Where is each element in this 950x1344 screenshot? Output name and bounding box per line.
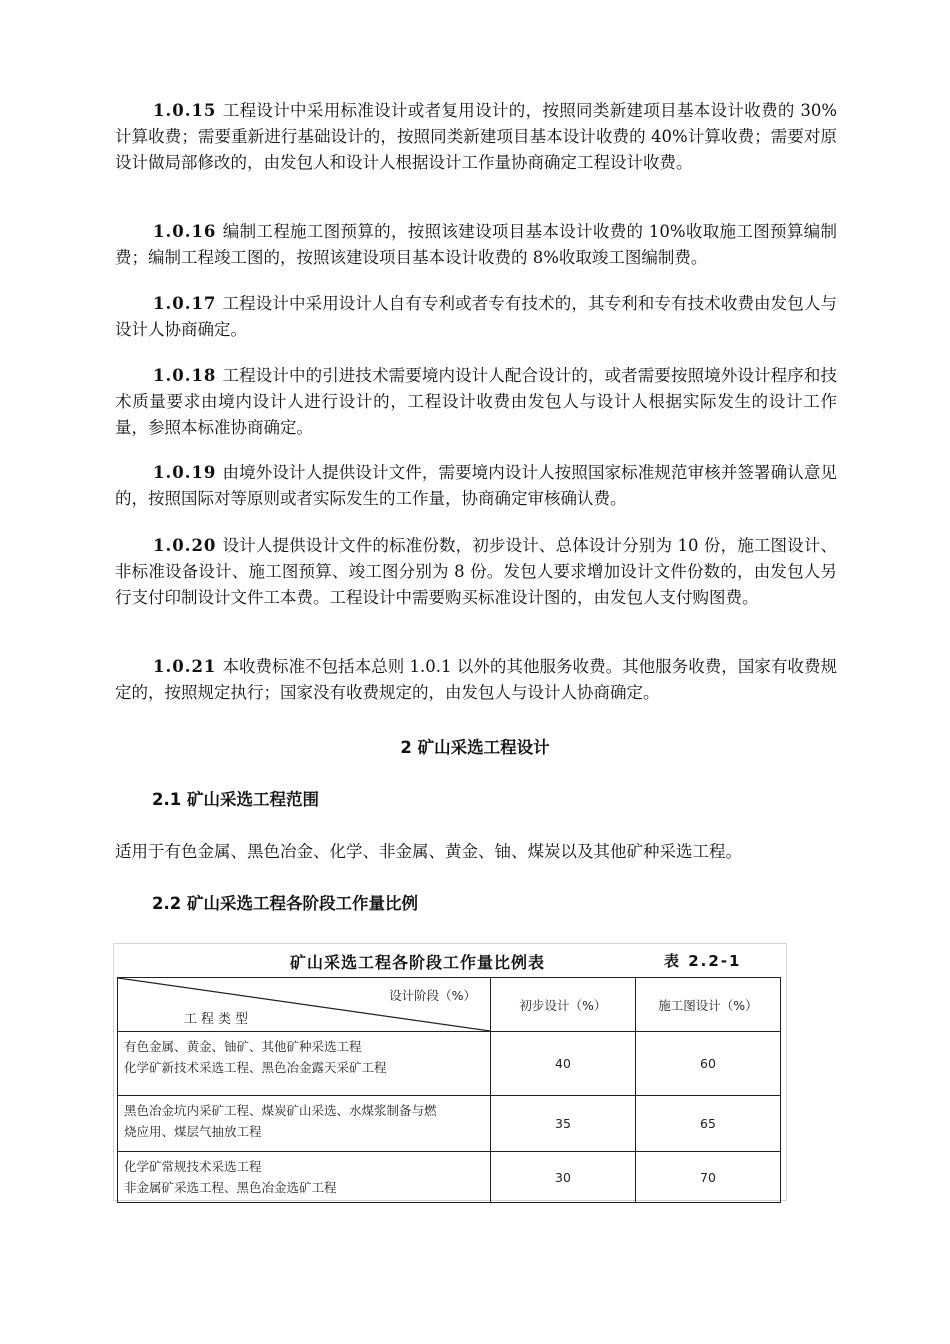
header-design-stage: 设计阶段（%） bbox=[389, 988, 476, 1003]
clause-number: 1.0.15 bbox=[153, 101, 217, 120]
project-type-line: 非金属矿采选工程、黑色冶金选矿工程 bbox=[124, 1180, 337, 1195]
project-type-line: 化学矿常规技术采选工程 bbox=[124, 1159, 262, 1174]
construction-value: 60 bbox=[636, 1032, 781, 1096]
preliminary-value: 35 bbox=[491, 1096, 636, 1152]
paragraph-1-0-17 bbox=[115, 291, 837, 343]
paragraph-1-0-15 bbox=[115, 98, 837, 176]
chapter-title: 2 矿山采选工程设计 bbox=[400, 738, 550, 757]
paragraph-1-0-19 bbox=[115, 460, 837, 512]
paragraph-1-0-16 bbox=[115, 219, 837, 271]
table-number: 表 2.2-1 bbox=[664, 952, 742, 970]
section-2-1-title: 2.1 矿山采选工程范围 bbox=[152, 790, 319, 809]
clause-number: 1.0.20 bbox=[153, 536, 217, 555]
project-type-line: 化学矿新技术采选工程、黑色冶金露天采矿工程 bbox=[124, 1060, 387, 1075]
table-title: 矿山采选工程各阶段工作量比例表 bbox=[290, 953, 546, 972]
project-type-cell bbox=[118, 1032, 491, 1096]
project-type-cell bbox=[118, 1096, 491, 1152]
clause-number: 1.0.18 bbox=[153, 366, 217, 385]
header-project-type: 工程类型 bbox=[184, 1012, 253, 1027]
preliminary-value: 40 bbox=[491, 1032, 636, 1096]
construction-value: 70 bbox=[636, 1152, 781, 1203]
section-2-1-body: 适用于有色金属、黑色冶金、化学、非金属、黄金、铀、煤炭以及其他矿种采选工程。 bbox=[115, 842, 742, 861]
clause-text: 设计人提供设计文件的标准份数，初步设计、总体设计分别为 10 份，施工图设计、非标准设备设计、施工图预算、竣工图分别为 8 份。发包人要求增加设计文件份数的，由发包人另行支付印制设计文件工本费。工程设计中需要购买标准设计图的，由发包人支付购图费。 bbox=[115, 536, 837, 607]
table-row bbox=[118, 1032, 781, 1096]
preliminary-value: 30 bbox=[491, 1152, 636, 1203]
table-row bbox=[118, 1096, 781, 1152]
clause-number: 1.0.16 bbox=[153, 222, 217, 241]
project-type-line: 有色金属、黄金、铀矿、其他矿种采选工程 bbox=[124, 1039, 362, 1054]
clause-text: 编制工程施工图预算的，按照该建设项目基本设计收费的 10%收取施工图预算编制费；编制工程竣工图的，按照该建设项目基本设计收费的 8%收取竣工图编制费。 bbox=[115, 222, 837, 267]
paragraph-1-0-20 bbox=[115, 533, 837, 611]
diagonal-header-cell bbox=[118, 978, 491, 1032]
paragraph-1-0-21 bbox=[115, 654, 837, 706]
header-construction-drawing: 施工图设计（%） bbox=[636, 978, 781, 1032]
clause-text: 本收费标准不包括本总则 1.0.1 以外的其他服务收费。其他服务收费，国家有收费规定的，按照规定执行；国家没有收费规定的，由发包人与设计人协商确定。 bbox=[115, 657, 837, 702]
project-type-line: 烧应用、煤层气抽放工程 bbox=[124, 1124, 262, 1139]
section-2-2-title: 2.2 矿山采选工程各阶段工作量比例 bbox=[152, 894, 418, 913]
header-preliminary-design: 初步设计（%） bbox=[491, 978, 636, 1032]
clause-number: 1.0.17 bbox=[153, 294, 217, 313]
clause-text: 工程设计中的引进技术需要境内设计人配合设计的，或者需要按照境外设计程序和技术质量要求由境内设计人进行设计的，工程设计收费由发包人与设计人根据实际发生的设计工作量，参照本标准协商确定。 bbox=[115, 366, 837, 437]
project-type-cell bbox=[118, 1152, 491, 1203]
construction-value: 65 bbox=[636, 1096, 781, 1152]
clause-number: 1.0.21 bbox=[153, 657, 217, 676]
clause-text: 工程设计中采用设计人自有专利或者专有技术的，其专利和专有技术收费由发包人与设计人协商确定。 bbox=[115, 294, 837, 339]
clause-number: 1.0.19 bbox=[153, 463, 217, 482]
table-header-row bbox=[118, 978, 781, 1032]
table-row bbox=[118, 1152, 781, 1203]
clause-text: 由境外设计人提供设计文件，需要境内设计人按照国家标准规范审核并签署确认意见的，按照国际对等原则或者实际发生的工作量，协商确定审核确认费。 bbox=[115, 463, 837, 508]
table-grid bbox=[117, 977, 781, 1203]
table-caption bbox=[114, 948, 786, 974]
project-type-line: 黑色冶金坑内采矿工程、煤炭矿山采选、水煤浆制备与燃 bbox=[124, 1103, 437, 1118]
clause-text: 工程设计中采用标准设计或者复用设计的，按照同类新建项目基本设计收费的 30%计算收费；需要重新进行基础设计的，按照同类新建项目基本设计收费的 40%计算收费；需要对原设计做局部修改的，由发包人和设计人根据设计工作量协商确定工程设计收费。 bbox=[115, 101, 837, 172]
ratio-table bbox=[113, 943, 787, 1201]
paragraph-1-0-18 bbox=[115, 363, 837, 441]
